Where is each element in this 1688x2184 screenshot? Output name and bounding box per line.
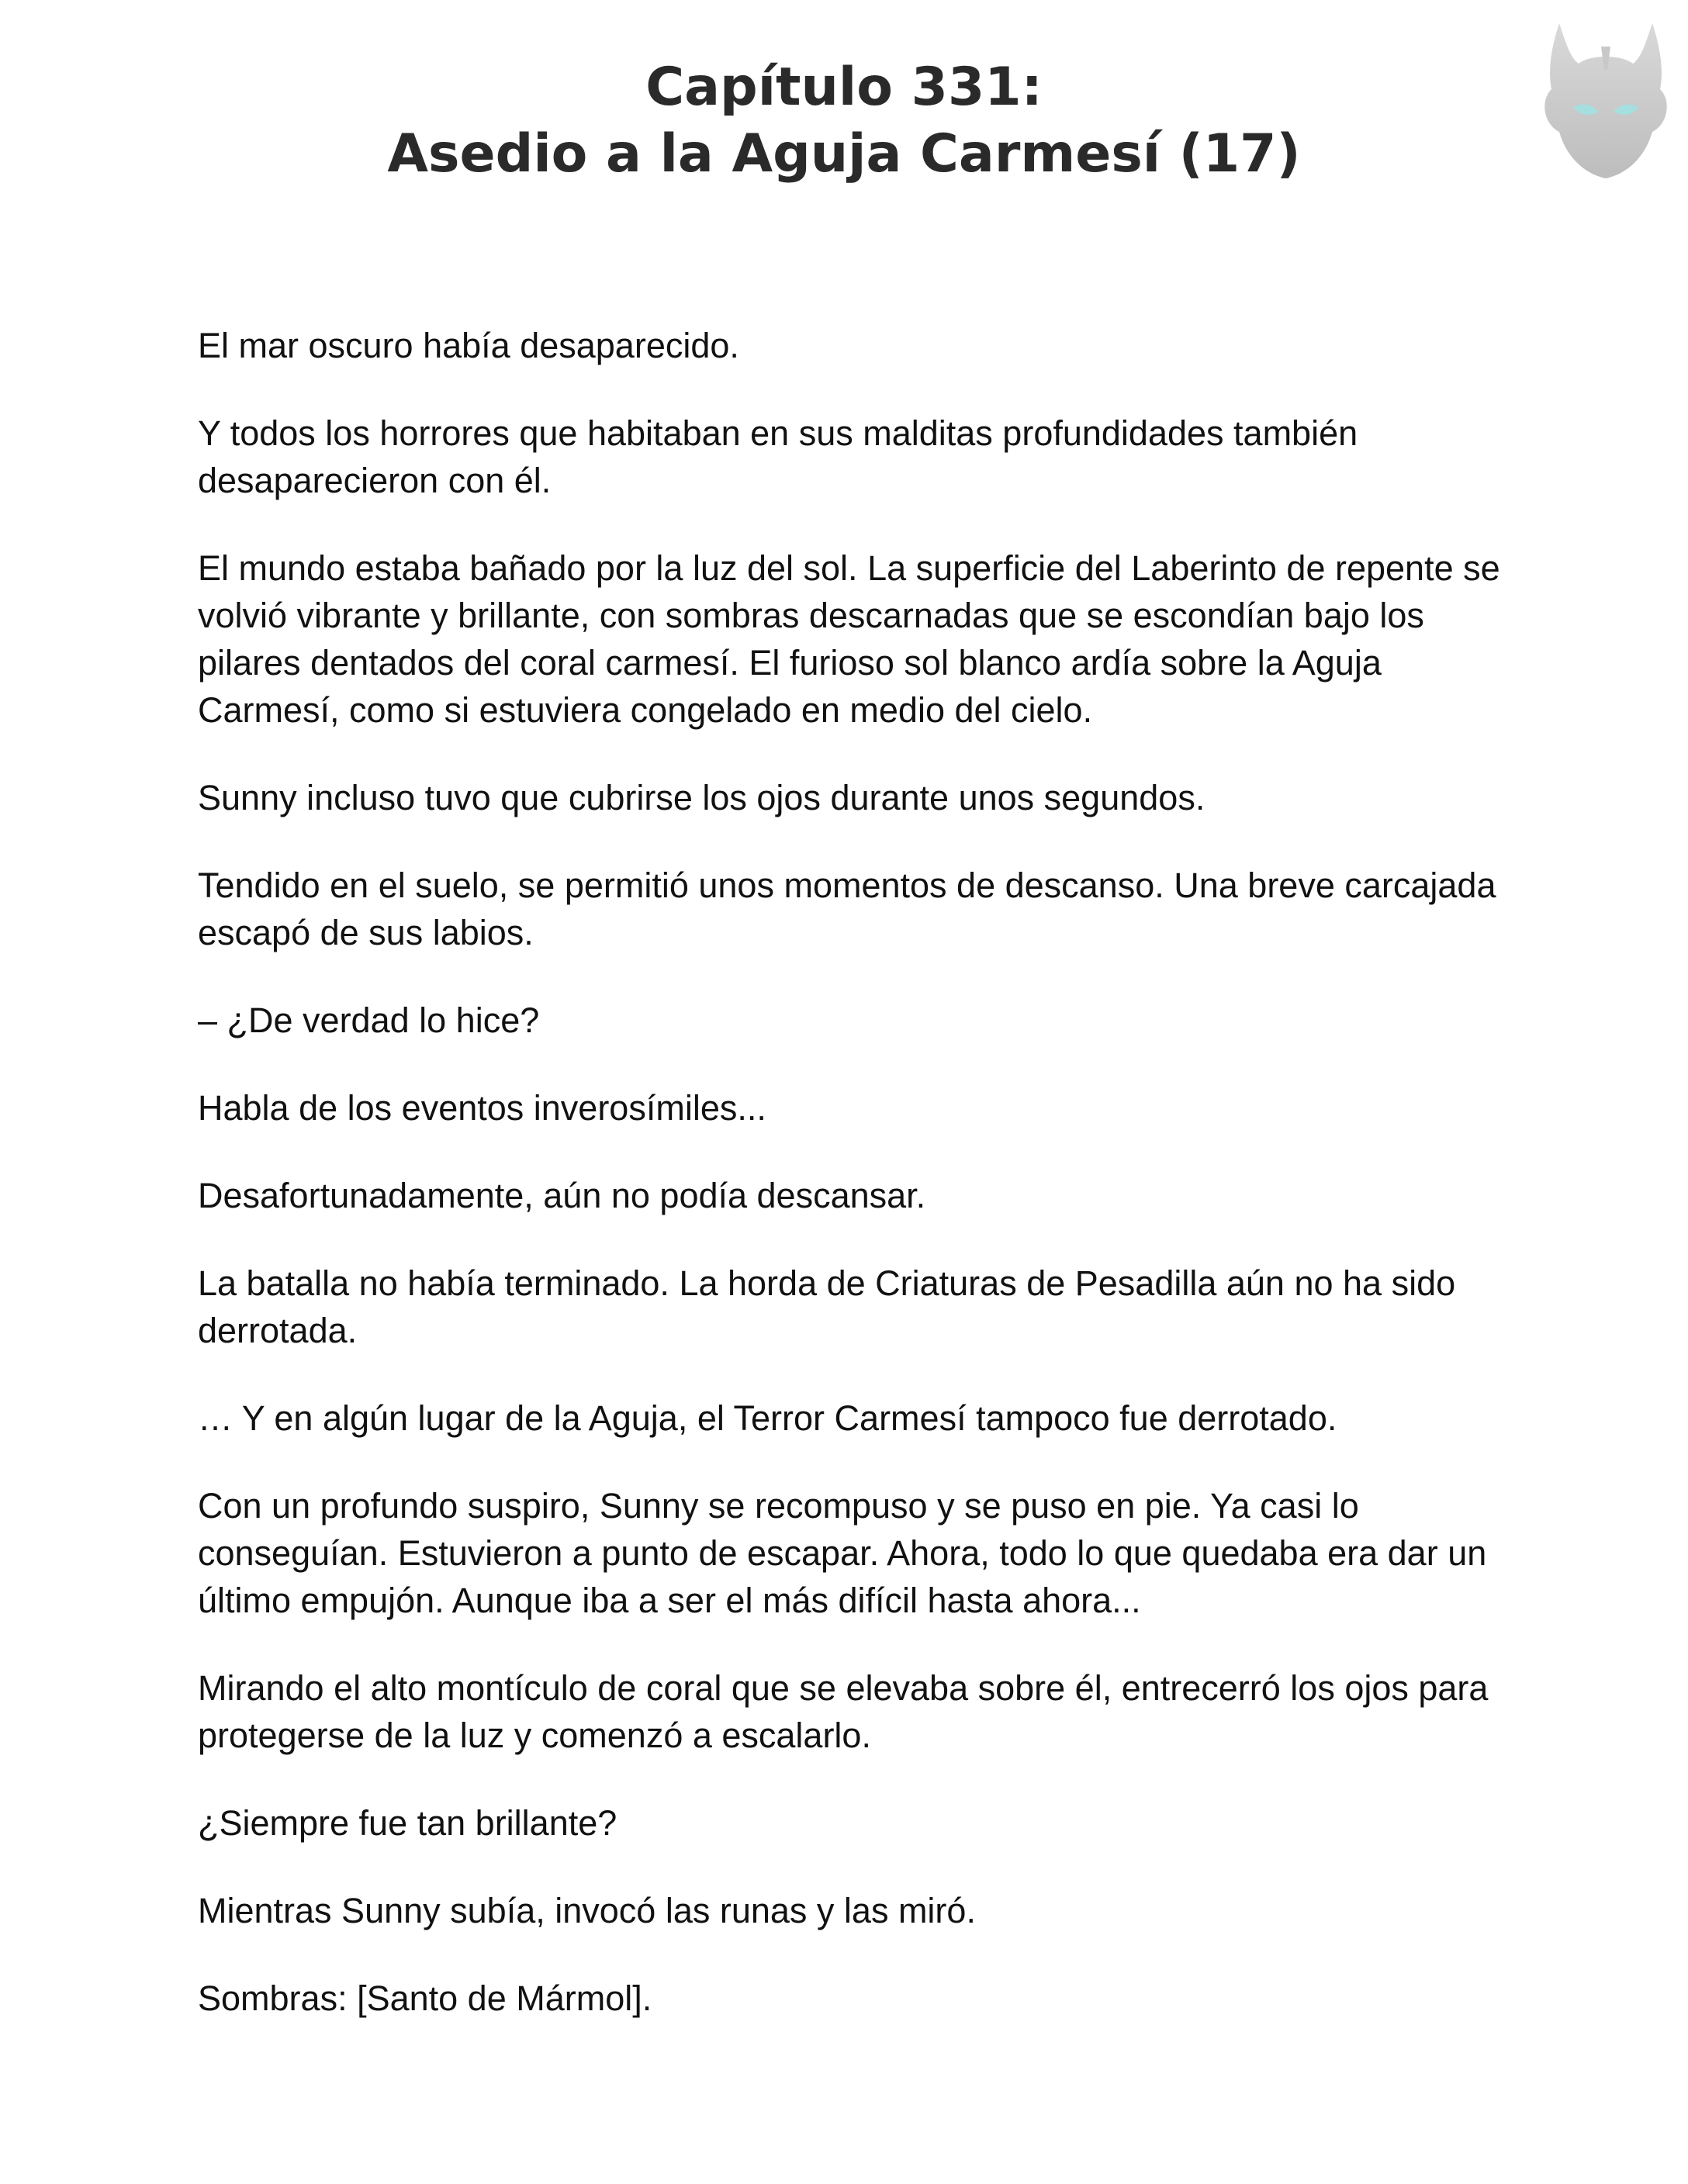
- paragraph: Tendido en el suelo, se permitió unos momentos de descanso. Una breve carcajada escapó de sus labios.: [198, 866, 1496, 952]
- paragraph: Sunny incluso tuvo que cubrirse los ojos durante unos segundos.: [198, 778, 1205, 817]
- chapter-number-heading: Capítulo 331:: [645, 57, 1043, 118]
- chapter-body: [198, 322, 1501, 2062]
- paragraph: El mar oscuro había desaparecido.: [198, 326, 739, 365]
- paragraph: El mundo estaba bañado por la luz del sol. La superficie del Laberinto de repente se volvió vibrante y brillante, con sombras descarnadas que se escondían bajo los pilares dentados del coral carmesí. El furioso sol blanco ardía sobre la Aguja Carmesí, como si estuviera congelado en medio del cielo.: [198, 548, 1500, 730]
- paragraph: Con un profundo suspiro, Sunny se recompuso y se puso en pie. Ya casi lo conseguían. Estuvieron a punto de escapar. Ahora, todo lo que quedaba era dar un último empujón. Aunque iba a ser el más difícil hasta ahora...: [198, 1486, 1487, 1620]
- paragraph: Sombras: [Santo de Mármol].: [198, 1978, 652, 2018]
- chapter-subtitle-heading: Asedio a la Aguja Carmesí (17): [387, 123, 1301, 185]
- paragraph: Mirando el alto montículo de coral que se elevaba sobre él, entrecerró los ojos para protegerse de la luz y comenzó a escalarlo.: [198, 1668, 1489, 1755]
- paragraph: … Y en algún lugar de la Aguja, el Terror Carmesí tampoco fue derrotado.: [198, 1398, 1337, 1438]
- chapter-title: [0, 54, 1688, 188]
- paragraph: La batalla no había terminado. La horda de Criaturas de Pesadilla aún no ha sido derrotada.: [198, 1263, 1456, 1350]
- paragraph: ¿Siempre fue tan brillante?: [198, 1803, 617, 1843]
- paragraph: – ¿De verdad lo hice?: [198, 1000, 540, 1040]
- paragraph: Y todos los horrores que habitaban en sus malditas profundidades también desaparecieron con él.: [198, 413, 1358, 500]
- paragraph: Desafortunadamente, aún no podía descansar.: [198, 1176, 926, 1215]
- paragraph: Habla de los eventos inverosímiles...: [198, 1088, 766, 1128]
- paragraph: Mientras Sunny subía, invocó las runas y las miró.: [198, 1891, 976, 1930]
